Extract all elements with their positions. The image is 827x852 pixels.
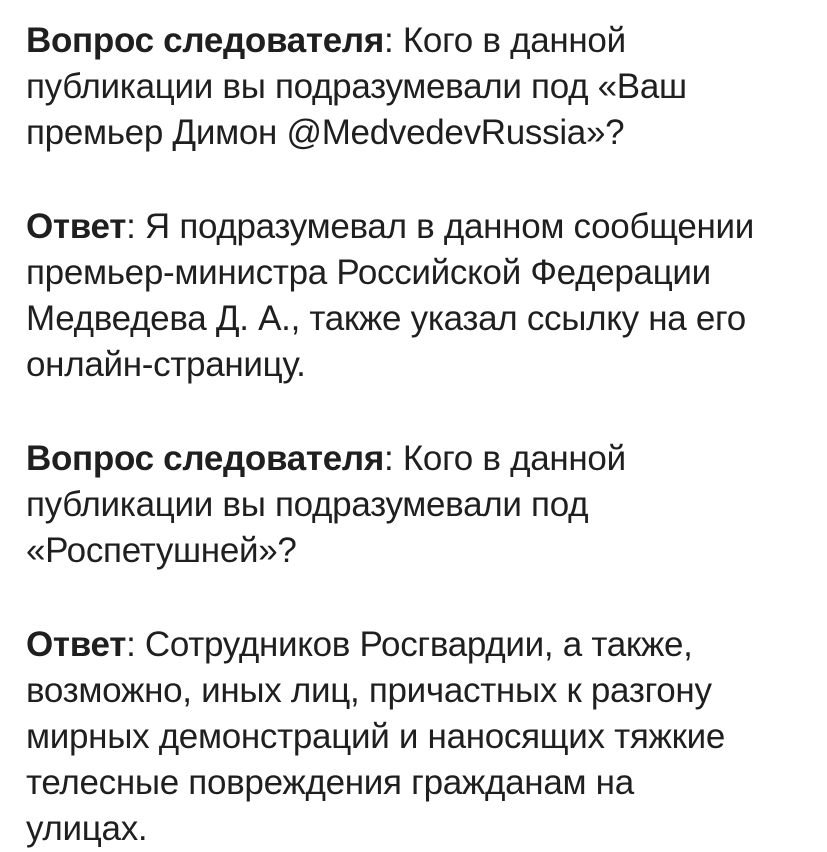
paragraph-text: : Сотрудников Росгвардии, а также, bbox=[126, 625, 693, 664]
paragraph-line bbox=[26, 436, 816, 482]
interrogation-transcript bbox=[26, 18, 816, 852]
paragraph-spacer bbox=[26, 388, 816, 436]
paragraph-line: «Роспетушней»? bbox=[26, 531, 297, 570]
paragraph-spacer bbox=[26, 156, 816, 204]
paragraph-line: публикации вы подразумевали под «Ваш bbox=[26, 67, 687, 106]
paragraph-line: онлайн-страницу. bbox=[26, 345, 306, 384]
paragraph-text: : Я подразумевал в данном сообщении bbox=[126, 207, 755, 246]
paragraph-line: улицах. bbox=[26, 809, 148, 848]
answer-paragraph-1 bbox=[26, 204, 816, 388]
answer-paragraph-2 bbox=[26, 622, 816, 852]
paragraph-line: возможно, иных лиц, причастных к разгону bbox=[26, 671, 712, 710]
question-paragraph-2 bbox=[26, 436, 816, 574]
paragraph-text: : Кого в данной bbox=[383, 439, 626, 478]
paragraph-line: мирных демонстраций и наносящих тяжкие bbox=[26, 717, 726, 756]
paragraph-line: публикации вы подразумевали под bbox=[26, 485, 589, 524]
paragraph-lead: Вопрос следователя bbox=[26, 439, 384, 478]
question-paragraph-1 bbox=[26, 18, 816, 156]
paragraph-lead: Ответ bbox=[26, 625, 127, 664]
paragraph-line bbox=[26, 18, 816, 64]
paragraph-text: : Кого в данной bbox=[383, 21, 626, 60]
paragraph-line bbox=[26, 204, 816, 250]
paragraph-lead: Вопрос следователя bbox=[26, 21, 384, 60]
paragraph-line bbox=[26, 622, 816, 668]
paragraph-line: премьер-министра Российской Федерации bbox=[26, 253, 711, 292]
paragraph-spacer bbox=[26, 574, 816, 622]
paragraph-lead: Ответ bbox=[26, 207, 127, 246]
paragraph-line: Медведева Д. А., также указал ссылку на его bbox=[26, 299, 746, 338]
paragraph-line: телесные повреждения гражданам на bbox=[26, 763, 634, 802]
paragraph-line: премьер Димон @MedvedevRussia»? bbox=[26, 113, 625, 152]
